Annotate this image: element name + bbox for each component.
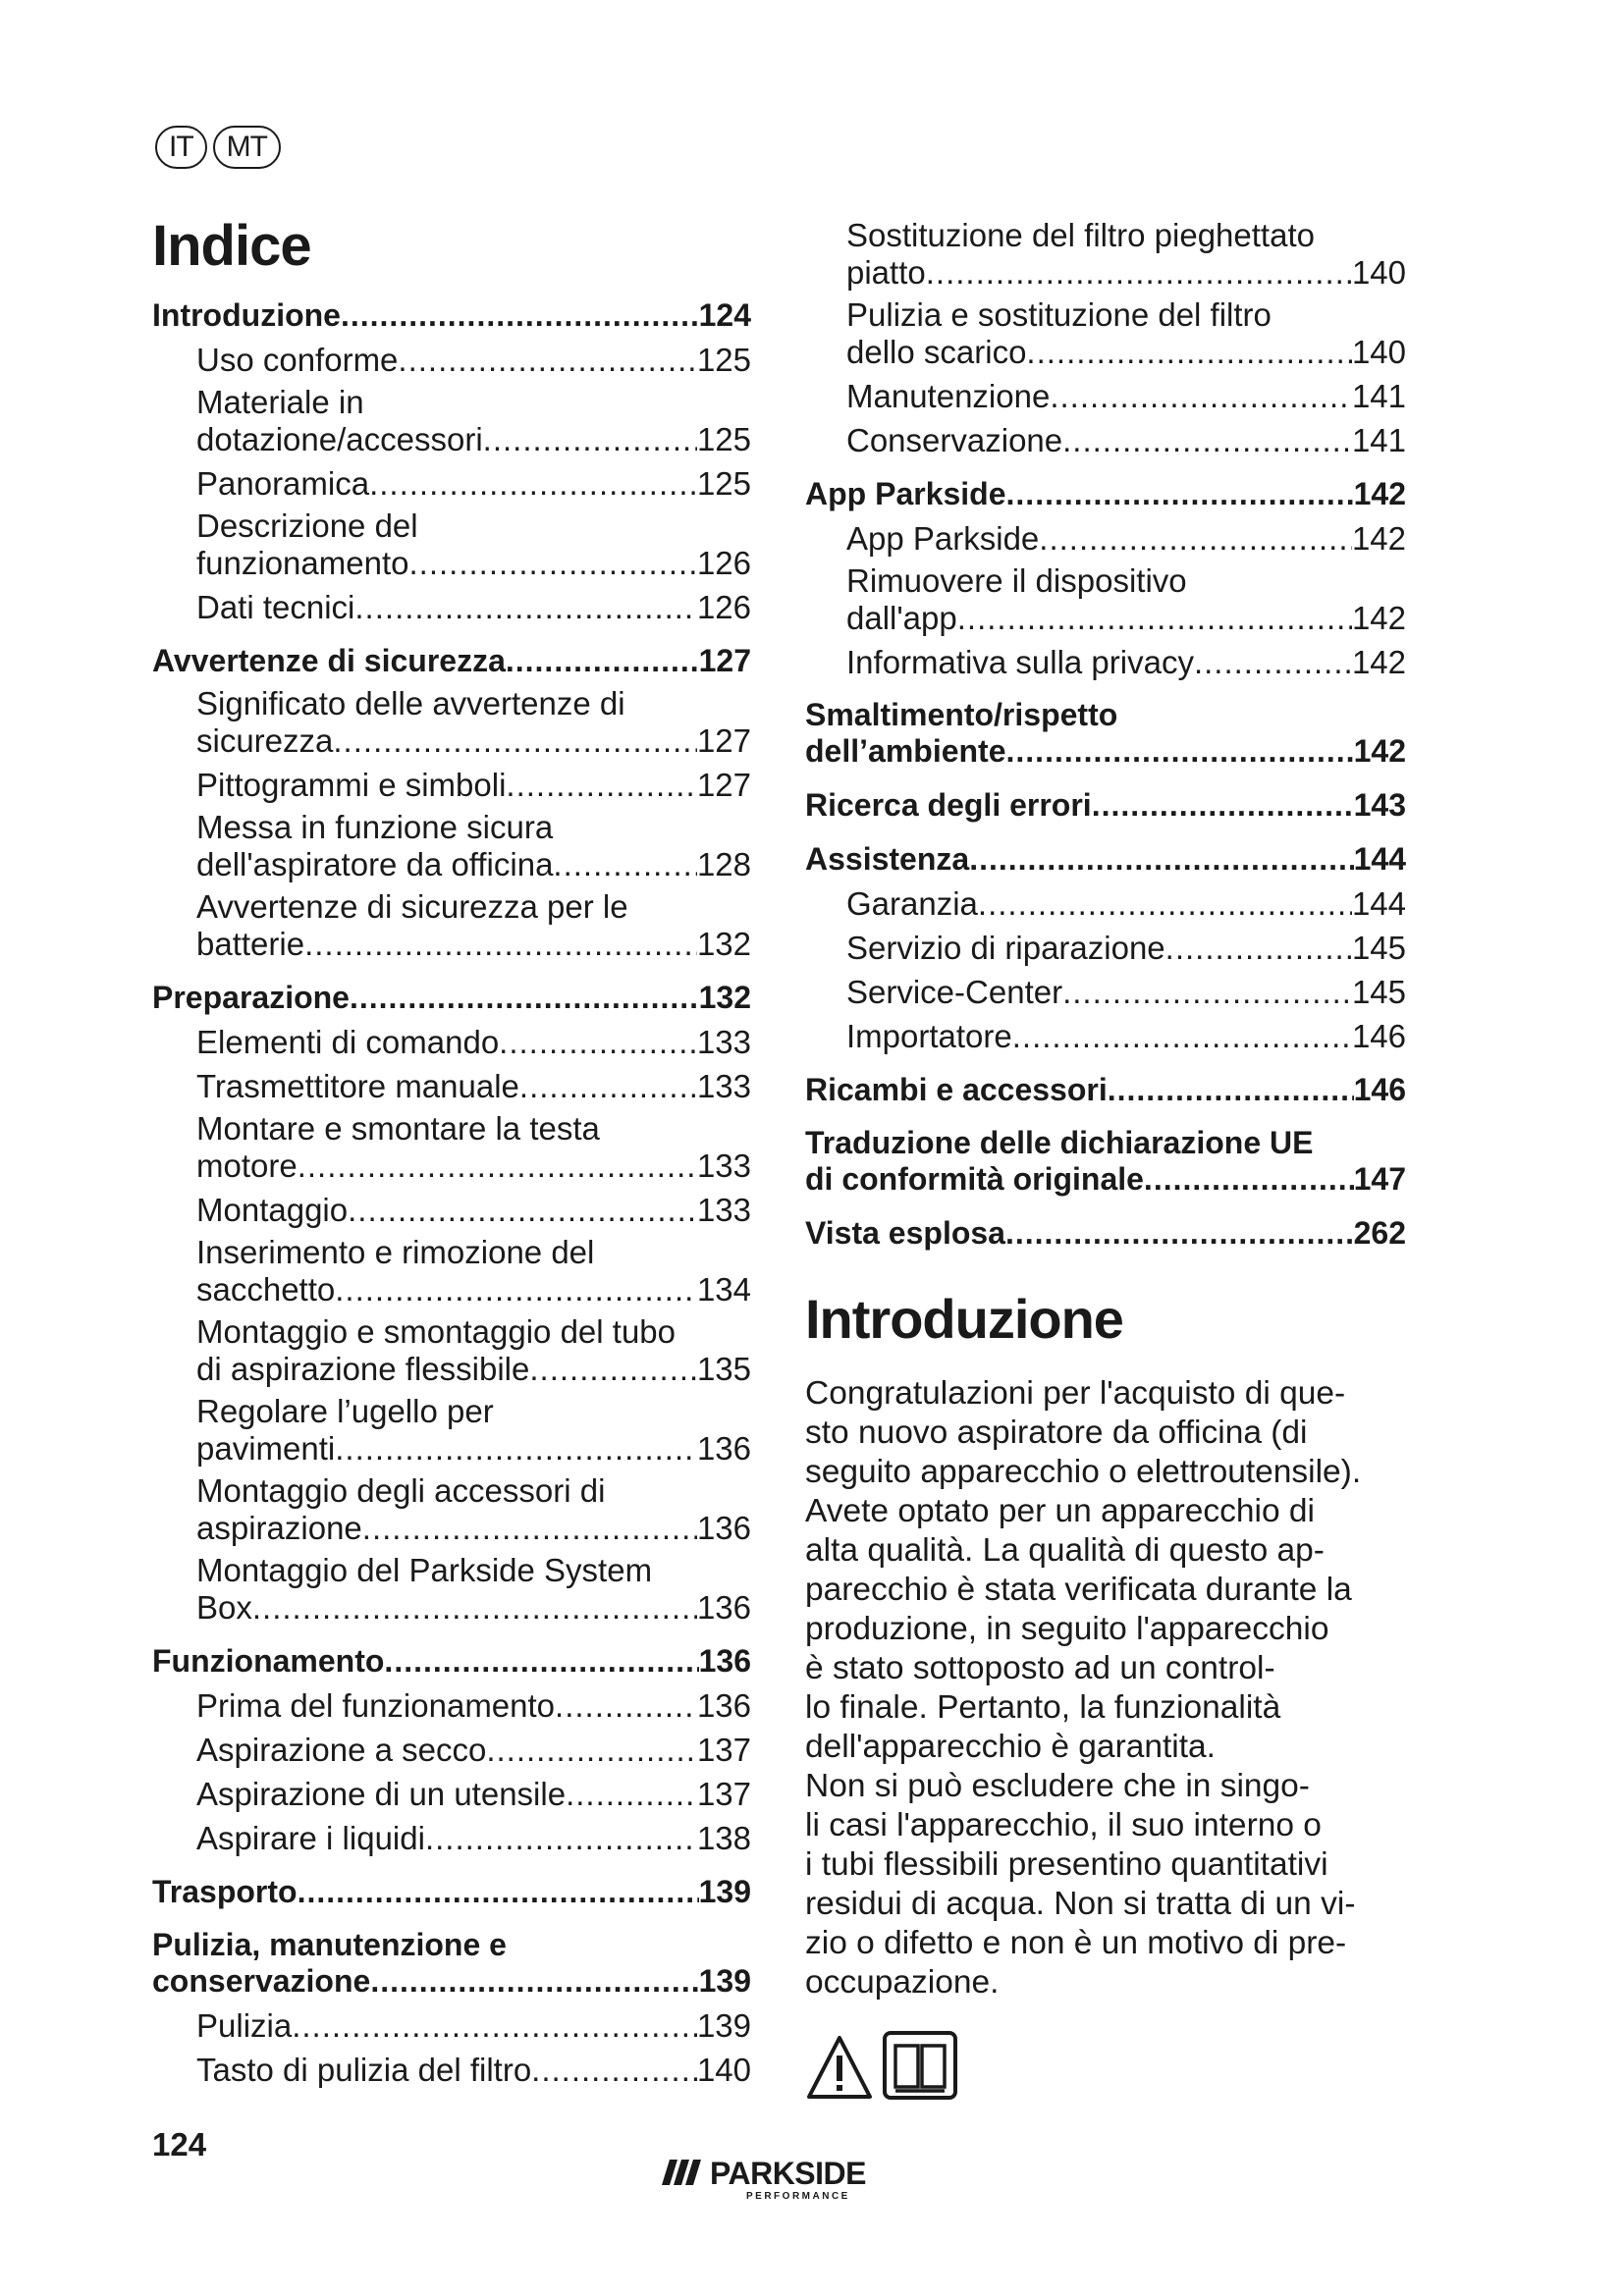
- toc-leader-dots: [553, 845, 697, 883]
- toc-subsection: [152, 766, 751, 804]
- right-column: [805, 218, 1406, 2101]
- toc-page-number: 144: [1351, 885, 1406, 922]
- toc-entry-text: Uso conforme: [196, 342, 399, 378]
- toc-page-number: 135: [696, 1351, 751, 1387]
- toc-leader-dots: [362, 1509, 697, 1547]
- toc-section: [805, 1214, 1406, 1253]
- toc-entry-text: Trasmettitore manuale: [196, 1068, 519, 1104]
- toc-entry-text: di aspirazione flessibile: [196, 1351, 530, 1387]
- toc-entry-text: funzionamento: [196, 545, 409, 581]
- toc-leader-dots: [531, 2051, 697, 2089]
- toc-entry-text: Montaggio: [196, 1192, 349, 1228]
- brand-name: PARKSIDE: [710, 2156, 866, 2191]
- toc-section: [805, 1125, 1406, 1199]
- toc-section: [152, 642, 751, 680]
- toc-page-number: 124: [698, 297, 751, 333]
- intro-line: produzione, in seguito l'apparecchio: [805, 1611, 1329, 1647]
- toc-leader-dots: [1108, 1071, 1354, 1109]
- read-manual-icon: [882, 2030, 958, 2101]
- intro-line: li casi l'apparecchio, il suo interno o: [805, 1807, 1322, 1843]
- toc-subsection: [152, 588, 751, 626]
- toc-entry-text: dell'aspiratore da officina: [196, 846, 554, 882]
- toc-entry-text: Manutenzione: [846, 378, 1051, 414]
- toc-leader-dots: [1050, 377, 1352, 415]
- toc-page-number: 134: [696, 1271, 751, 1308]
- toc-page-number: 145: [1351, 974, 1406, 1010]
- lang-badge-it: IT: [155, 126, 207, 169]
- toc-page-number: 146: [1351, 1018, 1406, 1054]
- toc-leader-dots: [926, 253, 1352, 292]
- toc-entry-text: Funzionamento: [152, 1643, 385, 1679]
- toc-subsection: [152, 1686, 751, 1725]
- toc-leader-dots: [1194, 643, 1352, 681]
- toc-entry-text: Avvertenze di sicurezza: [152, 643, 506, 678]
- toc-leader-dots: [304, 925, 697, 963]
- toc-leader-dots: [354, 588, 697, 626]
- toc-subsection: [152, 1775, 751, 1813]
- toc-subsection: [805, 563, 1406, 637]
- toc-entry-text: Importatore: [846, 1018, 1012, 1054]
- toc-page-number: 144: [1353, 841, 1406, 877]
- toc-entry-text: Trasporto: [152, 1874, 298, 1909]
- toc-section: [805, 475, 1406, 513]
- toc-leader-dots: [384, 1642, 698, 1681]
- toc-subsection: [152, 1067, 751, 1105]
- toc-leader-dots: [252, 1588, 697, 1627]
- toc-leader-dots: [370, 1962, 698, 2001]
- intro-line: i tubi flessibili presentino quantitativi: [805, 1846, 1328, 1883]
- toc-left-column: [152, 214, 751, 2089]
- toc-subsection: [152, 1314, 751, 1388]
- intro-line: dell'apparecchio è garantita.: [805, 1729, 1216, 1765]
- toc-leader-dots: [1092, 786, 1354, 825]
- toc-page-number: 136: [698, 1643, 751, 1679]
- toc-page-number: 140: [1351, 254, 1406, 291]
- toc-subsection: [805, 377, 1406, 415]
- toc-section: [805, 840, 1406, 879]
- toc-page-number: 133: [696, 1024, 751, 1060]
- toc-entry-text: Dati tecnici: [196, 589, 355, 625]
- toc-page-number: 128: [696, 846, 751, 882]
- toc-entry-text: Panoramica: [196, 465, 370, 502]
- language-badges: [155, 126, 281, 169]
- toc-subsection: [152, 1553, 751, 1627]
- toc-list-left: [152, 296, 751, 2089]
- toc-entry-text: Garanzia: [846, 885, 978, 922]
- toc-entry-text-line1: Messa in funzione sicura: [196, 809, 554, 845]
- toc-entry-text-line1: Inserimento e rimozione del: [196, 1234, 595, 1270]
- toc-entry-text-line1: Descrizione del: [196, 507, 418, 544]
- toc-subsection: [152, 1819, 751, 1857]
- toc-leader-dots: [506, 642, 699, 680]
- toc-entry-text-line1: Regolare l’ugello per: [196, 1393, 494, 1429]
- toc-entry-text-line1: Rimuovere il dispositivo: [846, 562, 1187, 599]
- toc-leader-dots: [425, 1819, 697, 1857]
- toc-entry-text: Introduzione: [152, 297, 341, 333]
- toc-subsection: [152, 1731, 751, 1769]
- toc-page-number: 142: [1353, 733, 1406, 769]
- toc-page-number: 136: [696, 1510, 751, 1546]
- toc-page-number: 142: [1351, 600, 1406, 636]
- toc-entry-text: piatto: [846, 254, 926, 291]
- toc-entry-text: batterie: [196, 926, 305, 962]
- toc-entry-text: Service-Center: [846, 974, 1063, 1010]
- toc-subsection: [152, 464, 751, 503]
- toc-leader-dots: [519, 1067, 697, 1105]
- toc-entry-text-line1: Pulizia e sostituzione del filtro: [846, 296, 1272, 333]
- toc-page-number: 133: [696, 1068, 751, 1104]
- toc-page-number: 132: [698, 980, 751, 1015]
- toc-leader-dots: [1026, 333, 1352, 371]
- toc-section: [152, 1927, 751, 2001]
- toc-leader-dots: [978, 884, 1352, 923]
- toc-entry-text-line1: Materiale in: [196, 384, 364, 420]
- toc-title: Indice: [152, 214, 311, 278]
- toc-leader-dots: [1006, 475, 1354, 513]
- toc-entry-text: dall'app: [846, 600, 957, 636]
- toc-page-number: 136: [696, 1687, 751, 1724]
- intro-title: Introduzione: [805, 1288, 1123, 1350]
- toc-page-number: 125: [696, 465, 751, 502]
- toc-subsection: [805, 643, 1406, 681]
- toc-entry-text-line1: Sostituzione del filtro pieghettato: [846, 217, 1315, 253]
- toc-subsection: [152, 686, 751, 760]
- toc-section: [152, 1642, 751, 1681]
- toc-leader-dots: [1012, 1017, 1352, 1055]
- toc-leader-dots: [408, 544, 696, 582]
- toc-leader-dots: [483, 420, 697, 458]
- toc-entry-text: Aspirazione a secco: [196, 1732, 487, 1768]
- toc-page-number: 136: [696, 1430, 751, 1467]
- toc-subsection: [152, 2051, 751, 2089]
- toc-page-number: 137: [696, 1732, 751, 1768]
- toc-section: [805, 1071, 1406, 1109]
- toc-leader-dots: [506, 766, 697, 804]
- toc-entry-text: dotazione/accessori: [196, 421, 483, 457]
- toc-page-number: 142: [1351, 644, 1406, 680]
- toc-entry-text: dello scarico: [846, 334, 1027, 370]
- toc-entry-text: App Parkside: [805, 476, 1006, 511]
- toc-subsection: [152, 1473, 751, 1547]
- toc-leader-dots: [1005, 1214, 1354, 1253]
- toc-page-number: 139: [698, 1963, 751, 1999]
- page-number: 124: [152, 2126, 207, 2163]
- toc-page-number: 137: [696, 1776, 751, 1812]
- toc-entry-text: Preparazione: [152, 980, 350, 1015]
- toc-entry-text: di conformità originale: [805, 1161, 1144, 1197]
- toc-page-number: 139: [698, 1874, 751, 1909]
- toc-page-number: 125: [696, 421, 751, 457]
- toc-section: [805, 697, 1406, 771]
- toc-leader-dots: [292, 2006, 697, 2045]
- toc-entry-text: Conservazione: [846, 422, 1063, 458]
- lang-badge-mt: MT: [213, 126, 281, 169]
- toc-page-number: 133: [696, 1192, 751, 1228]
- toc-leader-dots: [969, 840, 1353, 879]
- toc-entry-text: Servizio di riparazione: [846, 930, 1165, 966]
- toc-subsection: [805, 297, 1406, 371]
- toc-subsection: [152, 810, 751, 883]
- toc-leader-dots: [369, 464, 697, 503]
- toc-page-number: 126: [696, 589, 751, 625]
- intro-line: Avete optato per un apparecchio di: [805, 1493, 1316, 1529]
- intro-line: residui di acqua. Non si tratta di un vi-: [805, 1886, 1356, 1922]
- toc-leader-dots: [1144, 1160, 1354, 1199]
- toc-page-number: 138: [696, 1820, 751, 1856]
- toc-entry-text: sicurezza: [196, 722, 334, 759]
- toc-page-number: 141: [1351, 378, 1406, 414]
- toc-section: [152, 979, 751, 1017]
- toc-leader-dots: [1062, 421, 1352, 459]
- toc-section: [805, 786, 1406, 825]
- toc-leader-dots: [499, 1023, 697, 1061]
- toc-entry-text: sacchetto: [196, 1271, 336, 1308]
- intro-line: lo finale. Pertanto, la funzionalità: [805, 1689, 1281, 1726]
- toc-page-number: 142: [1353, 476, 1406, 511]
- toc-entry-text-line1: Pulizia, manutenzione e: [152, 1927, 507, 1962]
- toc-entry-text: Pittogrammi e simboli: [196, 767, 507, 803]
- toc-entry-text-line1: Montaggio del Parkside System: [196, 1552, 653, 1588]
- intro-line: Congratulazioni per l'acquisto di que-: [805, 1375, 1346, 1412]
- toc-section: [152, 1873, 751, 1911]
- toc-leader-dots: [555, 1686, 697, 1725]
- toc-list-right: [805, 218, 1406, 1253]
- toc-entry-text: pavimenti: [196, 1430, 336, 1467]
- toc-page-number: 136: [696, 1589, 751, 1626]
- toc-leader-dots: [335, 1270, 697, 1308]
- toc-leader-dots: [529, 1350, 697, 1388]
- toc-subsection: [152, 385, 751, 458]
- toc-page-number: 140: [696, 2052, 751, 2088]
- toc-page-number: 142: [1351, 520, 1406, 557]
- toc-entry-text: dell’ambiente: [805, 733, 1006, 769]
- toc-entry-text-line1: Montare e smontare la testa: [196, 1110, 600, 1147]
- toc-page-number: 262: [1353, 1215, 1406, 1251]
- toc-entry-text: Aspirare i liquidi: [196, 1820, 425, 1856]
- toc-entry-text: aspirazione: [196, 1510, 362, 1546]
- toc-leader-dots: [350, 979, 699, 1017]
- toc-entry-text: App Parkside: [846, 520, 1040, 557]
- safety-icons: [805, 2030, 1406, 2101]
- toc-leader-dots: [335, 1429, 697, 1468]
- toc-entry-text-line1: Montaggio degli accessori di: [196, 1472, 606, 1509]
- toc-page-number: 132: [696, 926, 751, 962]
- toc-page-number: 127: [696, 722, 751, 759]
- toc-subsection: [152, 1191, 751, 1229]
- toc-leader-dots: [298, 1873, 699, 1911]
- intro-line: zio o difetto e non è un motivo di pre-: [805, 1925, 1347, 1961]
- toc-subsection: [152, 889, 751, 963]
- toc-page-number: 146: [1353, 1072, 1406, 1107]
- toc-page-number: 141: [1351, 422, 1406, 458]
- toc-page-number: 126: [696, 545, 751, 581]
- toc-leader-dots: [298, 1147, 697, 1185]
- toc-subsection: [152, 1111, 751, 1185]
- toc-page-number: 145: [1351, 930, 1406, 966]
- toc-section: [152, 296, 751, 335]
- toc-entry-text-line1: Montaggio e smontaggio del tubo: [196, 1313, 677, 1350]
- toc-entry-text-line1: Significato delle avvertenze di: [196, 685, 625, 721]
- toc-page-number: 127: [696, 767, 751, 803]
- toc-page-number: 140: [1351, 334, 1406, 370]
- toc-leader-dots: [486, 1731, 697, 1769]
- toc-page-number: 125: [696, 342, 751, 378]
- intro-line: occupazione.: [805, 1964, 1000, 2001]
- intro-line: è stato sottoposto ad un control-: [805, 1650, 1275, 1686]
- toc-entry-text-line1: Traduzione delle dichiarazione UE: [805, 1125, 1314, 1160]
- toc-subsection: [805, 929, 1406, 967]
- toc-leader-dots: [1006, 732, 1354, 771]
- toc-subsection: [805, 421, 1406, 459]
- toc-leader-dots: [1039, 519, 1352, 558]
- toc-entry-text: Vista esplosa: [805, 1215, 1005, 1251]
- toc-subsection: [152, 1023, 751, 1061]
- toc-subsection: [152, 1235, 751, 1308]
- toc-leader-dots: [398, 341, 697, 379]
- toc-page-number: 139: [696, 2007, 751, 2044]
- toc-leader-dots: [333, 721, 697, 760]
- toc-entry-text: Aspirazione di un utensile: [196, 1776, 567, 1812]
- warning-triangle-icon: [805, 2034, 874, 2101]
- toc-page-number: 133: [696, 1148, 751, 1184]
- intro-body: [805, 1374, 1406, 2002]
- toc-subsection: [805, 1017, 1406, 1055]
- toc-leader-dots: [566, 1775, 697, 1813]
- toc-entry-text: Ricerca degli errori: [805, 787, 1092, 823]
- toc-leader-dots: [348, 1191, 697, 1229]
- toc-subsection: [805, 884, 1406, 923]
- brand-subline: PERFORMANCE: [746, 2191, 850, 2202]
- toc-subsection: [152, 2006, 751, 2045]
- intro-line: parecchio è stata verificata durante la: [805, 1572, 1352, 1608]
- toc-entry-text: Assistenza: [805, 841, 970, 877]
- toc-subsection: [152, 341, 751, 379]
- intro-line: sto nuovo aspiratore da officina (di: [805, 1415, 1308, 1451]
- intro-line: alta qualità. La qualità di questo ap-: [805, 1532, 1325, 1569]
- toc-entry-text-line1: Smaltimento/rispetto: [805, 697, 1118, 732]
- toc-entry-text: Pulizia: [196, 2007, 293, 2044]
- toc-subsection: [152, 508, 751, 582]
- toc-entry-text: Tasto di pulizia del filtro: [196, 2052, 532, 2088]
- toc-entry-text: Elementi di comando: [196, 1024, 500, 1060]
- toc-page-number: 143: [1353, 787, 1406, 823]
- toc-leader-dots: [957, 599, 1352, 637]
- toc-entry-text: Box: [196, 1589, 252, 1626]
- toc-entry-text: conservazione: [152, 1963, 371, 1999]
- toc-subsection: [152, 1394, 751, 1468]
- toc-subsection: [805, 519, 1406, 558]
- toc-subsection: [805, 973, 1406, 1011]
- toc-leader-dots: [341, 296, 699, 335]
- intro-line: Non si può escludere che in singo-: [805, 1768, 1310, 1804]
- toc-entry-text: motore: [196, 1148, 298, 1184]
- parkside-logo: [656, 2146, 893, 2205]
- toc-entry-text-line1: Avvertenze di sicurezza per le: [196, 888, 628, 925]
- intro-line: seguito apparecchio o elettroutensile).: [805, 1454, 1362, 1490]
- toc-page-number: 127: [698, 643, 751, 678]
- toc-entry-text: Prima del funzionamento: [196, 1687, 556, 1724]
- toc-page-number: 147: [1353, 1161, 1406, 1197]
- toc-subsection: [805, 218, 1406, 292]
- toc-leader-dots: [1165, 929, 1352, 967]
- toc-leader-dots: [1062, 973, 1352, 1011]
- toc-entry-text: Informativa sulla privacy: [846, 644, 1194, 680]
- toc-entry-text: Ricambi e accessori: [805, 1072, 1108, 1107]
